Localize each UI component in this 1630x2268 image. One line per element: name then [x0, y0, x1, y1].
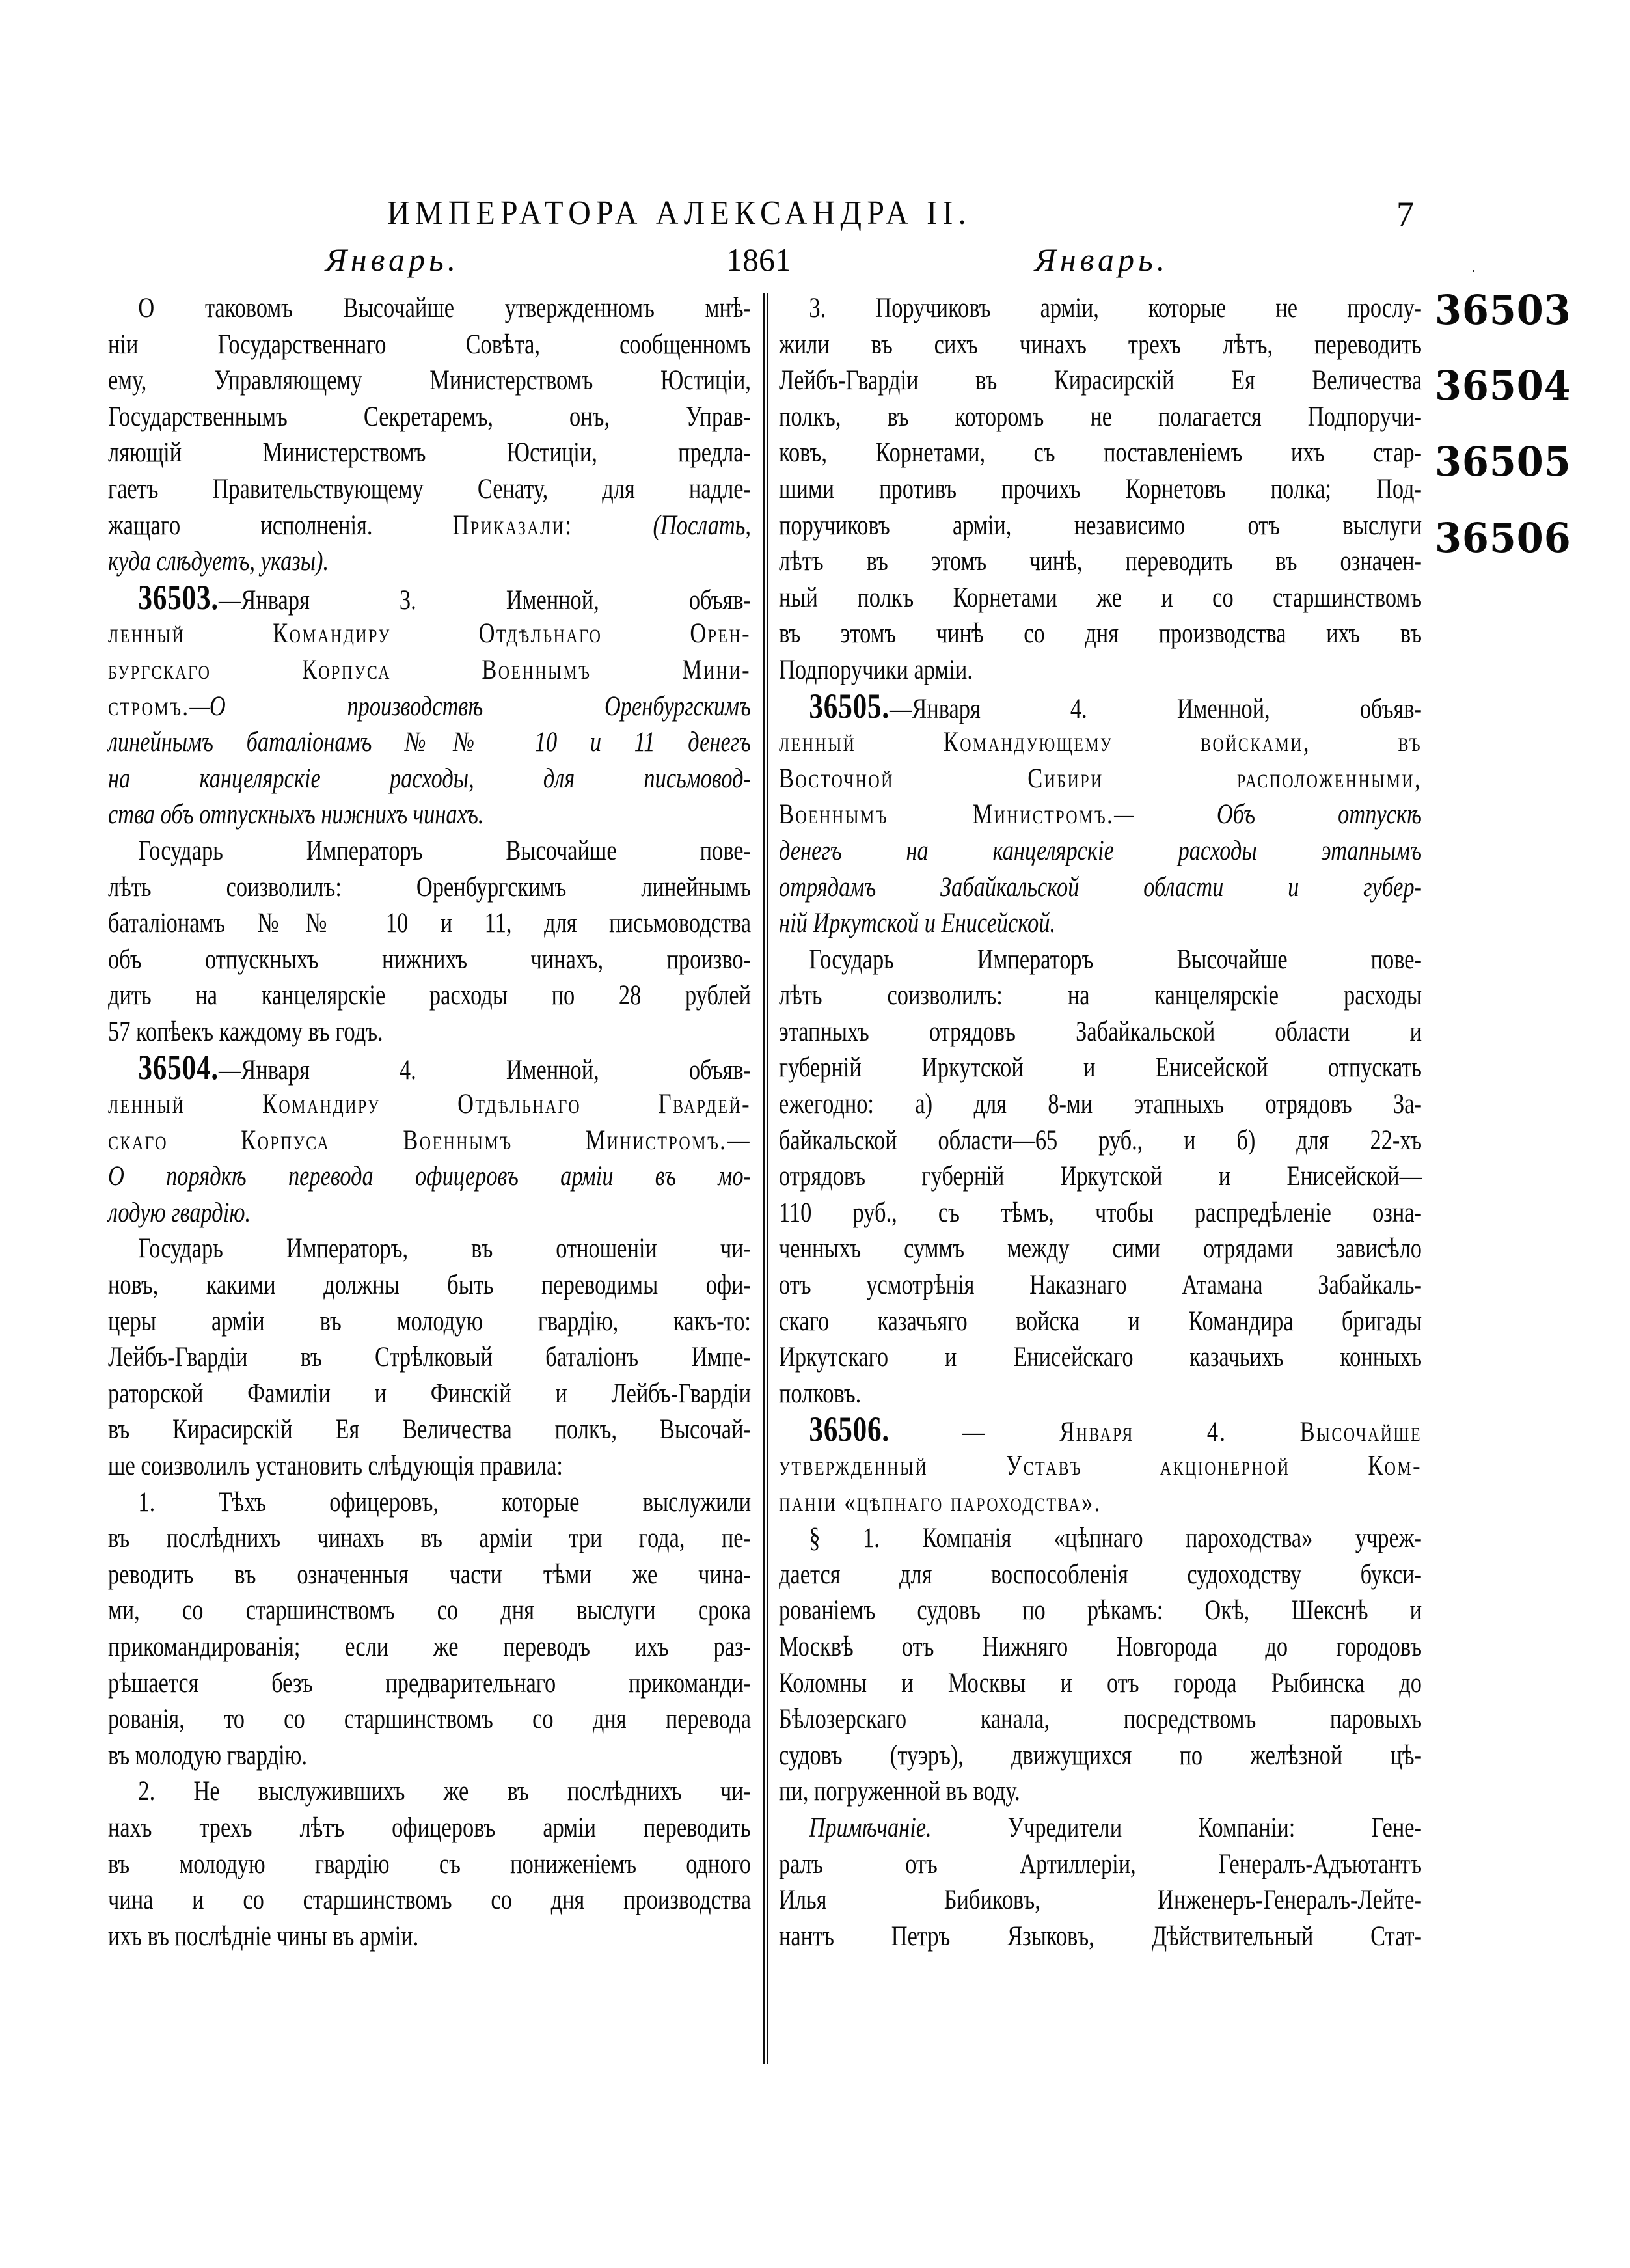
text-line: рѣшается безъ предварительнаго прикоманди- — [108, 1667, 751, 1699]
year: 1861 — [726, 241, 791, 278]
month-right: Январь. — [1035, 241, 1169, 278]
text-line: губерній Иркутской и Енисейской отпускать — [779, 1052, 1422, 1084]
text-line: Коломны и Москвы и отъ города Рыбинска до — [779, 1667, 1422, 1699]
print-speck — [1473, 270, 1474, 272]
entry-heading-36503: 36503.—Января 3. Именной, объяв- — [138, 577, 751, 617]
text-line: полкъ, въ которомъ не полагается Подпоручи- — [779, 401, 1422, 432]
text-line: куда слѣдуетъ, указы). — [108, 546, 329, 577]
text-line: утвержденный Уставъ акціонерной Ком- — [779, 1451, 1422, 1481]
text-line: О порядкѣ перевода офицеровъ арміи въ мо- — [108, 1161, 751, 1192]
text-line: Илья Бибиковъ, Инженеръ-Генералъ-Лейте- — [779, 1885, 1422, 1916]
text-line: отрядамъ Забайкальской области и губер- — [779, 871, 1422, 903]
text-line: жащаго исполненія. Приказали: (Послать, — [108, 510, 751, 541]
text-line: объ отпускныхъ нижнихъ чинахъ, произво- — [108, 944, 751, 975]
text-line: стромъ.—О производствѣ Оренбургскимъ — [108, 690, 751, 722]
rule-1: 1. Тѣхъ офицеровъ, которые выслужили — [138, 1486, 751, 1518]
text-line: Лейбъ-Гвардіи въ Кирасирскій Ея Величества — [779, 365, 1422, 396]
text-line: нахъ трехъ лѣтъ офицеровъ арміи переводить — [108, 1812, 751, 1843]
text-line: ихъ въ послѣдніе чины въ арміи. — [108, 1920, 419, 1952]
text-line: 57 копѣекъ каждому въ годъ. — [108, 1016, 383, 1047]
entry-number: 36504. — [138, 1048, 219, 1087]
column-divider — [763, 293, 768, 2064]
text-line: этапныхъ отрядовъ Забайкальской области и — [779, 1016, 1422, 1047]
text-line: ній Иркутской и Енисейской. — [779, 908, 1056, 939]
text-line: бургскаго Корпуса Военнымъ Мини- — [108, 654, 751, 685]
text-line: лѣтъ въ этомъ чинѣ, переводить въ означен- — [779, 546, 1422, 577]
text-line: нантъ Петръ Языковъ, Дѣйствительный Стат- — [779, 1920, 1422, 1952]
text-line: О таковомъ Высочайше утвержденномъ мнѣ- — [138, 293, 751, 323]
text-line: Бѣлозерскаго канала, посредствомъ паровыхъ — [779, 1704, 1422, 1735]
text-line: Военнымъ Министромъ.— Объ отпускѣ — [779, 799, 1422, 830]
text-line: ніи Государственнаго Совѣта, сообщенномъ — [108, 329, 751, 360]
text-line: Государственнымъ Секретаремъ, онъ, Управ- — [108, 401, 751, 432]
entry-number: 36506. — [809, 1410, 890, 1449]
text-line: раторской Фамиліи и Финскій и Лейбъ-Гвардіи — [108, 1378, 751, 1409]
text-line: ленный Командиру Отдѣльнаго Гвардей- — [108, 1089, 751, 1120]
rule-2: 2. Не выслужившихъ же въ послѣднихъ чи- — [138, 1776, 751, 1807]
text-line: ленный Командующему войсками, въ — [779, 727, 1422, 758]
text-line: въ этомъ чинѣ со дня производства ихъ въ — [779, 618, 1422, 649]
left-column — [108, 290, 751, 1954]
text-line: въ молодую гвардію. — [108, 1740, 307, 1771]
text-line: линейнымъ баталіонамъ №№ 10 и 11 денегъ — [108, 727, 751, 758]
text-line: Лейбъ-Гвардіи въ Стрѣлковый баталіонъ Импе- — [108, 1342, 751, 1373]
margin-number: 36506 — [1435, 514, 1571, 562]
text-line: лѣть соизволилъ: Оренбургскимъ линейнымъ — [108, 871, 751, 903]
text-line: въ послѣднихъ чинахъ въ арміи три года, пе- — [108, 1523, 751, 1554]
text-line: жили въ сихъ чинахъ трехъ лѣтъ, переводить — [779, 329, 1422, 360]
text-line: Государь Императоръ Высочайше пове- — [138, 835, 751, 866]
text-line: ми, со старшинствомъ со дня выслуги срока — [108, 1595, 751, 1626]
text-line: дается для воспособленія судоходству букси- — [779, 1559, 1422, 1590]
text-line: новъ, какими должны быть переводимы офи- — [108, 1270, 751, 1301]
running-title: ИМПЕРАТОРА АЛЕКСАНДРА II. — [387, 195, 971, 232]
text-line: скаго казачьяго войска и Командира бригады — [779, 1305, 1422, 1337]
text-line: Восточной Сибири расположенными, — [779, 763, 1422, 794]
entry-heading-36506: 36506. — Января 4. Высочайше — [809, 1410, 1422, 1449]
text-line: ленный Командиру Отдѣльнаго Орен- — [108, 618, 751, 649]
note-line: Примѣчаніе. Учредители Компаніи: Гене- — [809, 1812, 1422, 1843]
text-line: на канцелярскіе расходы, для письмовод- — [108, 763, 751, 794]
text-line: прикомандированія; если же переводъ ихъ раз- — [108, 1631, 751, 1662]
right-column — [779, 290, 1422, 1954]
text-line: дить на канцелярскіе расходы по 28 рублей — [108, 980, 751, 1011]
text-line: ный полкъ Корнетами же и со старшинствомъ — [779, 582, 1422, 613]
text-line: чина и со старшинствомъ со дня производства — [108, 1885, 751, 1916]
text-line: байкальской области—65 руб., и б) для 22-хъ — [779, 1125, 1422, 1156]
margin-number: 36503 — [1435, 286, 1571, 334]
text-line: рованія, то со старшинствомъ со дня перевода — [108, 1704, 751, 1735]
date-line — [0, 241, 1630, 280]
text-line: ляющій Министерствомъ Юстиціи, предла- — [108, 437, 751, 469]
text-line: ченныхъ суммъ между сими отрядами зависѣло — [779, 1233, 1422, 1264]
text-line: гаетъ Правительствующему Сенату, для надле- — [108, 473, 751, 504]
text-line: Государь Императоръ, въ отношеніи чи- — [138, 1233, 751, 1264]
section-1: § 1. Компанія «цѣпнаго пароходства» учреж- — [809, 1523, 1422, 1554]
text-line: въ Кирасирскій Ея Величества полкъ, Высочай- — [108, 1414, 751, 1445]
text-line: 110 руб., съ тѣмъ, чтобы распредѣленіе озна- — [779, 1197, 1422, 1228]
text-line: реводить въ означенныя части тѣми же чина- — [108, 1559, 751, 1590]
text-line: лодую гвардію. — [108, 1197, 251, 1228]
text-line: пи, погруженной въ воду. — [779, 1776, 1020, 1807]
page-number: 7 — [1396, 195, 1414, 234]
entry-heading-36505: 36505.—Января 4. Именной, объяв- — [809, 686, 1422, 726]
text-line: баталіонамъ №№ 10 и 11, для письмоводства — [108, 908, 751, 939]
rule-3: 3. Поручиковъ арміи, которые не прослу- — [809, 293, 1422, 323]
text-line: шими противъ прочихъ Корнетовъ полка; Под- — [779, 473, 1422, 504]
margin-number: 36505 — [1435, 438, 1571, 485]
text-line: Подпоручики арміи. — [779, 654, 973, 685]
entry-number: 36503. — [138, 577, 219, 617]
margin-number: 36504 — [1435, 362, 1571, 409]
entry-heading-36504: 36504.—Января 4. Именной, объяв- — [138, 1048, 751, 1087]
text-line: поручиковъ арміи, независимо отъ выслуги — [779, 510, 1422, 541]
text-line: Государь Императоръ Высочайше пове- — [809, 944, 1422, 975]
text-line: скаго Корпуса Военнымъ Министромъ.— — [108, 1125, 751, 1156]
text-line: денегъ на канцелярскіе расходы этапнымъ — [779, 835, 1422, 866]
text-line: полковъ. — [779, 1378, 862, 1409]
text-line: паніи «цѣпнаго пароходства». — [779, 1486, 1102, 1518]
text-line: ежегодно: а) для 8-ми этапныхъ отрядовъ За- — [779, 1089, 1422, 1120]
text-line: Москвѣ отъ Нижняго Новгорода до городовъ — [779, 1631, 1422, 1662]
text-line: ства объ отпускныхъ нижнихъ чинахъ. — [108, 799, 484, 830]
text-line: церы арміи въ молодую гвардію, какъ-то: — [108, 1305, 751, 1337]
running-head — [0, 194, 1630, 233]
entry-number: 36505. — [809, 686, 890, 726]
note-label: Примѣчаніе. — [809, 1812, 932, 1843]
text-line: судовъ (туэръ), движущихся по желѣзной цѣ- — [779, 1740, 1422, 1771]
text-line: рованіемъ судовъ по рѣкамъ: Окѣ, Шекснѣ и — [779, 1595, 1422, 1626]
text-line: отъ усмотрѣнія Наказнаго Атамана Забайкаль- — [779, 1270, 1422, 1301]
text-line: ему, Управляющему Министерствомъ Юстиціи, — [108, 365, 751, 396]
month-left: Январь. — [325, 241, 460, 278]
text-line: ковъ, Корнетами, съ поставленіемъ ихъ стар- — [779, 437, 1422, 469]
text-line: лѣть соизволилъ: на канцелярскіе расходы — [779, 980, 1422, 1011]
text-line: отрядовъ губерній Иркутской и Енисейской— — [779, 1161, 1422, 1192]
text-line: ше соизволилъ установить слѣдующія правила: — [108, 1451, 563, 1481]
text-line: ралъ отъ Артиллеріи, Генералъ-Адъютантъ — [779, 1848, 1422, 1879]
text-line: Иркутскаго и Енисейскаго казачьихъ конныхъ — [779, 1342, 1422, 1373]
text-line: въ молодую гвардію съ пониженіемъ одного — [108, 1848, 751, 1879]
prikazali-label: Приказали: — [452, 510, 573, 541]
